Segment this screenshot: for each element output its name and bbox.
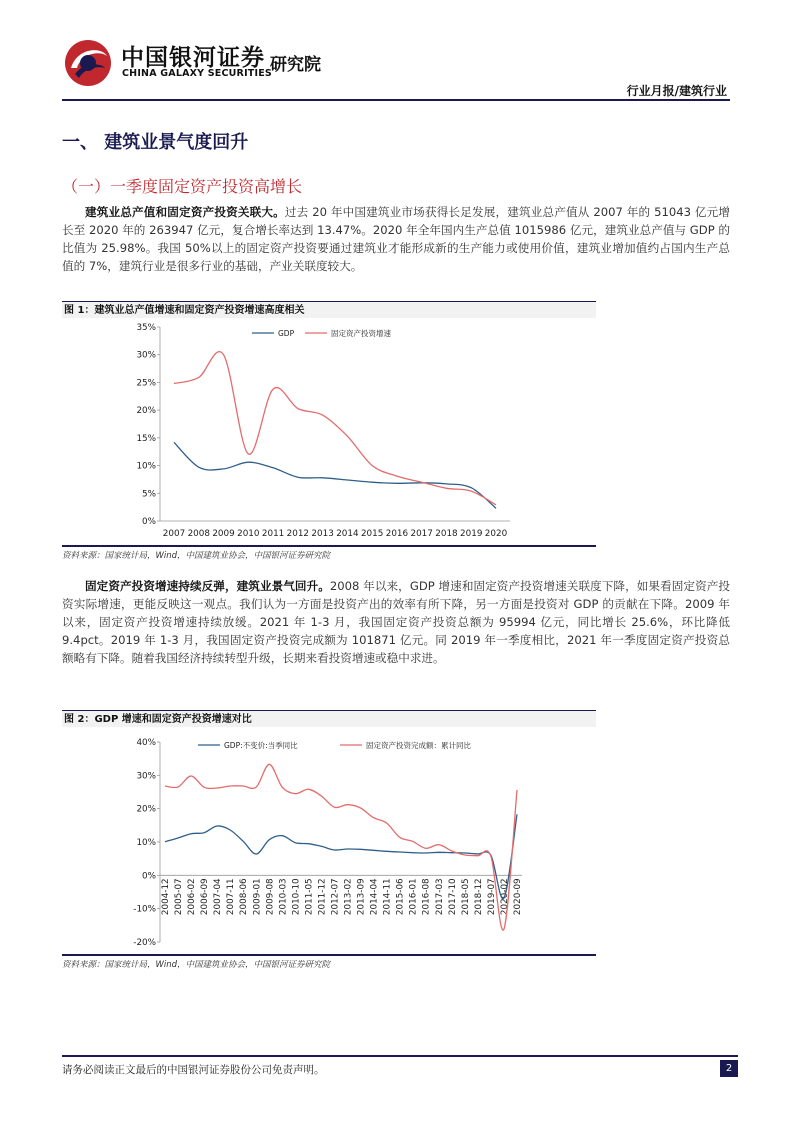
x-tick-label: 2020 [484,529,508,539]
x-tick-label: 2014-11 [382,878,393,916]
y-tick-label: 35% [136,323,156,333]
x-tick-label: 2006-09 [200,878,211,916]
x-tick-label: 2010-10 [291,878,302,916]
y-tick-label: 20% [136,406,156,417]
section-subtitle: （一）一季度固定资产投资高增长 [62,177,303,196]
paragraph-2-body: 2008 年以来，GDP 增速和固定资产投资增速关联度下降，如果看固定资产投资实际增速，更能反映这一观点。我们认为一方面是投资产出的效率有所下降，另一方面是投资对 GDP 的贡献在下降。2009 年以来，固定资产投资增速持续放缓。2021 年 1-3 月，我国固定资产投资总额为 95994 亿元，同比增长 25.6%，环比降低 9.4pct。2019 年 1-3 月，我国固定资产投资完成额为 101871 亿元。同 2019 年一季度相比，2021 年一季度固定资产投资总额略有下降。随着我国经济持续转型升级，长期来看投资增速或稳中求进。 [62,579,730,666]
x-tick-label: 2011-12 [317,878,328,916]
y-tick-label: 25% [136,378,156,389]
y-tick-label: 30% [136,771,156,782]
page-number: 2 [720,1060,738,1077]
y-tick-label: 5% [142,489,156,500]
x-tick-label: 2009-01 [252,878,263,916]
x-tick-label: 2004-12 [161,878,171,916]
x-tick-label: 2019 [460,529,483,539]
company-name-cn: 中国银河证券 [121,45,265,71]
x-tick-label: 2015-06 [395,878,406,916]
y-tick-label: 20% [136,804,156,815]
x-tick-label: 2012 [286,529,310,539]
y-tick-label: -10% [133,904,156,915]
figure-2-source: 资料来源：国家统计局，Wind，中国建筑业协会，中国银河证券研究院 [62,960,331,970]
x-tick-label: 2018-12 [473,878,484,916]
x-tick-label: 2013 [311,529,334,539]
paragraph-2-lead: 固定资产投资增速持续反弹，建筑业景气回升。 [85,579,330,593]
y-tick-label: 15% [136,433,156,444]
section-title: 一、 建筑业景气度回升 [62,132,249,153]
x-tick-label: 2018-05 [460,878,471,916]
legend-label: 固定资产投资增速 [331,329,391,338]
footer-divider [62,1055,738,1057]
figure-1-source: 资料来源：国家统计局，Wind，中国建筑业协会，中国银河证券研究院 [62,551,331,561]
footer-disclaimer: 请务必阅读正文最后的中国银河证券股份公司免责声明。 [62,1064,325,1076]
x-tick-label: 2016 [385,529,409,539]
x-tick-label: 2009 [212,529,235,539]
legend-label: GDP [278,329,295,338]
y-tick-label: 30% [136,350,156,361]
y-tick-label: 0% [142,871,156,882]
figure-1-title: 图 1：建筑业总产值增速和固定资产投资增速高度相关 [62,301,596,318]
y-tick-label: 40% [136,738,156,748]
division-label: 研究院 [270,55,321,75]
x-tick-label: 2007 [162,529,186,539]
x-tick-label: 2006-02 [187,878,198,916]
x-tick-label: 2018 [435,529,458,539]
figure-2-bottom-rule [62,954,596,956]
paragraph-1-lead: 建筑业总产值和固定资产投资关联大。 [85,205,285,219]
x-tick-label: 2020-09 [513,878,523,916]
x-tick-label: 2010-03 [278,878,289,916]
x-tick-label: 2010 [237,529,260,539]
x-tick-label: 2007-11 [226,878,237,916]
figure-2-title: 图 2：GDP 增速和固定资产投资增速对比 [62,710,596,727]
y-tick-label: 10% [136,838,156,848]
x-tick-label: 2016-01 [408,878,419,916]
x-tick-label: 2017-03 [434,878,445,916]
x-tick-label: 2014 [336,529,359,539]
legend-label: GDP:不变价:当季同比 [224,741,298,750]
x-tick-label: 2017 [410,529,433,539]
x-tick-label: 2012-07 [330,878,341,916]
legend-label: 固定资产投资完成额：累计同比 [366,741,471,750]
paragraph-1-body: 过去 20 年中国建筑业市场获得长足发展，建筑业总产值从 2007 年的 51043 亿元增长至 2020 年的 263947 亿元，复合增长率达到 13.47%。2020 年全年国内生产总值 1015986 亿元，建筑业总产值与 GDP 的比值为 25.98%。我国 50%以上的固定资产投资要通过建筑业才能形成新的生产能力或使用价值，建筑业增加值约占国内生产总值的 7%，建筑行业是很多行业的基础，产业关联度较大。 [62,205,730,274]
report-type: 行业月报/建筑行业 [626,84,727,98]
x-tick-label: 2013-02 [343,878,354,916]
x-tick-label: 2013-09 [356,878,367,916]
x-tick-label: 2011-05 [304,878,315,916]
x-tick-label: 2008 [187,529,210,539]
x-tick-label: 2008-06 [239,878,250,916]
x-tick-label: 2019-07 [486,878,497,916]
y-tick-label: 10% [136,461,156,472]
y-tick-label: 0% [142,517,156,527]
x-tick-label: 2005-07 [174,878,185,916]
x-tick-label: 2009-08 [265,878,276,916]
company-name-en: CHINA GALAXY SECURITIES [122,68,272,79]
y-tick-label: -20% [133,938,156,948]
x-tick-label: 2017-10 [447,878,458,916]
x-tick-label: 2014-04 [369,878,380,916]
x-tick-label: 2015 [360,529,384,539]
x-tick-label: 2007-04 [213,878,224,916]
x-tick-label: 2011 [261,529,285,539]
x-tick-label: 2020-02 [499,878,510,916]
x-tick-label: 2016-08 [421,878,432,916]
